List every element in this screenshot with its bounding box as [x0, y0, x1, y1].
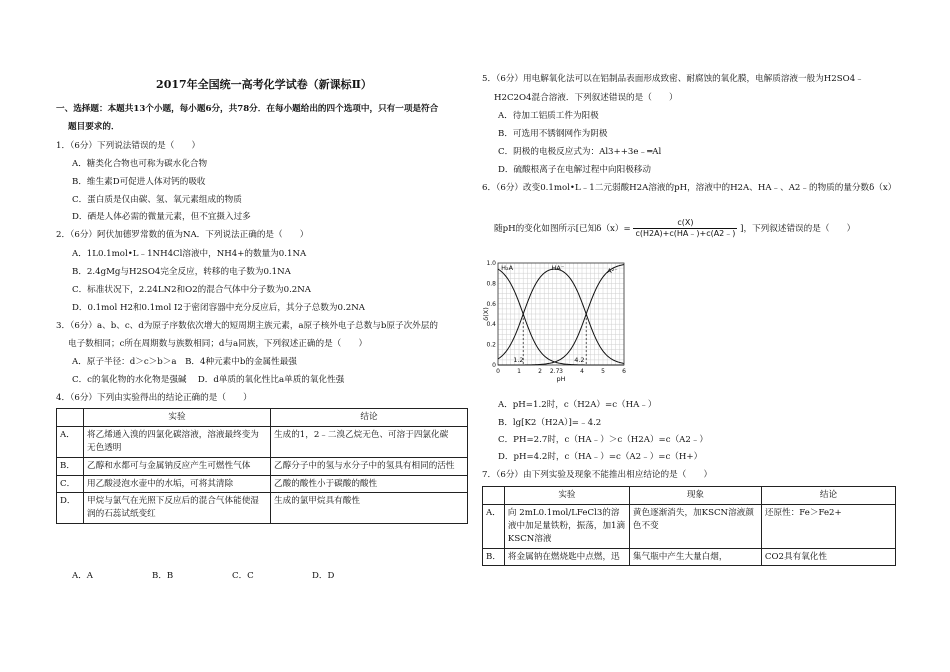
- series-label: HA⁻: [551, 264, 565, 273]
- x-tick-label: 4: [580, 368, 584, 375]
- q4-row-a-label: A．: [57, 426, 84, 457]
- q4-answer-a: A．A: [72, 571, 94, 581]
- distribution-chart: [482, 255, 632, 385]
- q6-option-b: B．lg[K2（H2A）]=﹣4.2: [498, 418, 602, 428]
- q6-option-a: A．pH=1.2时，c（H2A）=c（HA﹣）: [498, 400, 657, 410]
- delta-fraction: [633, 218, 737, 239]
- q4-header-blank: [57, 409, 84, 427]
- q5-stem-line2: H2C2O4混合溶液．下列叙述错误的是（ ）: [494, 93, 678, 103]
- q7-row-b-experiment: 将金属钠在燃烧匙中点燃，迅: [504, 548, 629, 566]
- q4-row-d-conclusion: 生成的氯甲烷具有酸性: [271, 493, 468, 524]
- q4-header-experiment: 实验: [84, 409, 271, 427]
- section-heading-line1: 一、选择题：本题共13个小题，每小题6分，共78分．在每小题给出的四个选项中，只有一项是符合: [56, 104, 439, 114]
- q4-header-conclusion: 结论: [271, 409, 468, 427]
- q4-answer-c: C．C: [232, 571, 254, 581]
- q4-row-c-conclusion: 乙酸的酸性小于碳酸的酸性: [271, 475, 468, 493]
- q1-option-a: A．糖类化合物也可称为碳水化合物: [72, 159, 208, 169]
- q6-stem-line2: [494, 218, 855, 239]
- q5-option-d: D．硫酸根离子在电解过程中向阳极移动: [498, 165, 651, 175]
- series-label: H₂A: [501, 264, 514, 273]
- y-tick-label: 0.4: [486, 321, 496, 329]
- y-tick-label: 0.2: [486, 341, 496, 349]
- q4-row-d-label: D．: [57, 493, 84, 524]
- fraction-denominator: c(H2A)+c(HA﹣)+c(A2﹣): [635, 229, 736, 238]
- y-tick-label: 0.8: [486, 280, 496, 288]
- x-tick-label: 2.7: [549, 368, 560, 375]
- y-tick-label: 1.0: [486, 260, 496, 267]
- table-row: [57, 426, 468, 457]
- annotation-label: 1.2: [513, 356, 524, 364]
- q6-option-c: C．PH=2.7时，c（HA﹣）＞c（H2A）=c（A2﹣）: [498, 435, 709, 445]
- q4-row-a-conclusion: 生成的1，2﹣二溴乙烷无色、可溶于四氯化碳: [271, 426, 468, 457]
- q5-option-b: B．可选用不锈钢网作为阴极: [498, 129, 608, 139]
- x-tick-label: 3: [559, 368, 563, 375]
- q3-stem-line1: 3．（6分）a、b、c、d为原子序数依次增大的短周期主族元素，a原子核外电子总数与b原子次外层的: [56, 321, 438, 331]
- q4-answer-b: B．B: [152, 571, 174, 581]
- q7-row-b-label: B．: [483, 548, 505, 566]
- annotation-label: 4.2: [574, 356, 585, 364]
- table-row: [57, 493, 468, 524]
- q7-row-a-conclusion: 还原性：Fe＞Fe2+: [761, 504, 895, 548]
- q5-stem-line1: 5．（6分）用电解氧化法可以在铝制品表面形成致密、耐腐蚀的氧化膜，电解质溶液一般为H2SO4﹣: [482, 74, 864, 84]
- q7-row-b-conclusion: CO2具有氧化性: [761, 548, 895, 566]
- series-label: A²⁻: [607, 267, 618, 276]
- q2-option-c: C．标准状况下，2.24LN2和O2的混合气体中分子数为0.2NA: [72, 285, 311, 295]
- q4-stem: 4．（6分）下列由实验得出的结论正确的是（ ）: [56, 393, 252, 403]
- q2-option-a: A．1L0.1mol•L﹣1NH4Cl溶液中，NH4+的数量为0.1NA: [72, 249, 307, 259]
- table-row: [483, 504, 896, 548]
- q3-options-cd: C．c的氧化物的水化物是强碱 D．d单质的氧化性比a单质的氧化性强: [72, 375, 345, 385]
- q6-option-d: D．pH=4.2时，c（HA﹣）=c（A2﹣）=c（H+）: [498, 452, 703, 462]
- q4-row-a-experiment: 将乙烯通入溴的四氯化碳溶液，溶液最终变为无色透明: [84, 426, 271, 457]
- table-row: [483, 548, 896, 566]
- q6-stem-suffix: ]，下列叙述错误的是（ ）: [740, 224, 856, 234]
- y-axis-label: δ(X): [482, 307, 490, 321]
- q2-option-b: B．2.4gMg与H2SO4完全反应，转移的电子数为0.1NA: [72, 267, 291, 277]
- x-tick-label: 2: [538, 368, 542, 375]
- q7-row-b-phenomenon: 集气瓶中产生大量白烟，: [629, 548, 761, 566]
- q4-row-b-label: B．: [57, 457, 84, 475]
- y-tick-label: 0.6: [486, 300, 496, 308]
- q7-header-phenomenon: 现象: [629, 487, 761, 505]
- q5-option-a: A．待加工铝质工件为阳极: [498, 111, 599, 121]
- q3-stem-line2: 电子数相同；c所在周期数与族数相同；d与a同族，下列叙述正确的是（ ）: [68, 339, 368, 349]
- q7-row-a-experiment: 向 2mL0.1mol/LFeCl3的溶液中加足量铁粉，振荡，加1滴KSCN溶液: [504, 504, 629, 548]
- q6-stem-prefix: 随pH的变化如图所示[已知δ（x）=: [494, 224, 631, 234]
- q7-table-header-row: [483, 487, 896, 505]
- q2-stem: 2．（6分）阿伏加德罗常数的值为NA．下列说法正确的是（ ）: [56, 230, 309, 240]
- fraction-numerator: c(X): [633, 218, 737, 229]
- q7-row-a-phenomenon: 黄色逐渐消失，加KSCN溶液颜色不变: [629, 504, 761, 548]
- q7-stem: 7．（6分）由下列实验及现象不能推出相应结论的是（ ）: [482, 470, 713, 480]
- q4-row-c-experiment: 用乙酸浸泡水壶中的水垢，可将其清除: [84, 475, 271, 493]
- x-tick-label: 0: [496, 368, 500, 375]
- q7-header-blank: [483, 487, 505, 505]
- q7-header-conclusion: 结论: [761, 487, 895, 505]
- q4-row-c-label: C．: [57, 475, 84, 493]
- paper-title: 2017年全国统一高考化学试卷（新课标Ⅱ）: [156, 78, 372, 91]
- q6-stem-line1: 6．（6分）改变0.1mol•L﹣1二元弱酸H2A溶液的pH，溶液中的H2A、HA﹣、A2﹣的物质的量分数δ（x）: [482, 183, 897, 193]
- x-axis-label: pH: [556, 375, 566, 383]
- q4-row-b-conclusion: 乙醇分子中的氢与水分子中的氢具有相同的活性: [271, 457, 468, 475]
- q1-stem: 1．（6分）下列说法错误的是（ ）: [56, 141, 201, 151]
- q7-table: [482, 486, 896, 566]
- q4-table: [56, 408, 468, 524]
- x-tick-label: 1: [517, 368, 521, 375]
- section-heading-line2: 题目要求的．: [68, 122, 120, 132]
- q1-option-d: D．硒是人体必需的微量元素，但不宜摄入过多: [72, 212, 251, 222]
- q4-table-header-row: [57, 409, 468, 427]
- table-row: [57, 457, 468, 475]
- q4-row-b-experiment: 乙醇和水都可与金属钠反应产生可燃性气体: [84, 457, 271, 475]
- q1-option-b: B．维生素D可促进人体对钙的吸收: [72, 177, 206, 187]
- q4-answer-d: D．D: [312, 571, 335, 581]
- table-row: [57, 475, 468, 493]
- q7-row-a-label: A．: [483, 504, 505, 548]
- q7-header-experiment: 实验: [504, 487, 629, 505]
- y-tick-label: 0: [492, 362, 496, 369]
- q5-option-c: C．阴极的电极反应式为：Al3++3e﹣═Al: [498, 147, 662, 157]
- q3-options-ab: A．原子半径：d＞c＞b＞a B．4种元素中b的金属性最强: [72, 357, 297, 367]
- q2-option-d: D．0.1mol H2和0.1mol I2于密闭容器中充分反应后，其分子总数为0.2NA: [72, 303, 365, 313]
- q1-option-c: C．蛋白质是仅由碳、氢、氧元素组成的物质: [72, 195, 242, 205]
- x-tick-label: 5: [601, 368, 605, 375]
- x-tick-label: 6: [622, 368, 626, 375]
- q4-row-d-experiment: 甲烷与氯气在光照下反应后的混合气体能使湿润的石蕊试纸变红: [84, 493, 271, 524]
